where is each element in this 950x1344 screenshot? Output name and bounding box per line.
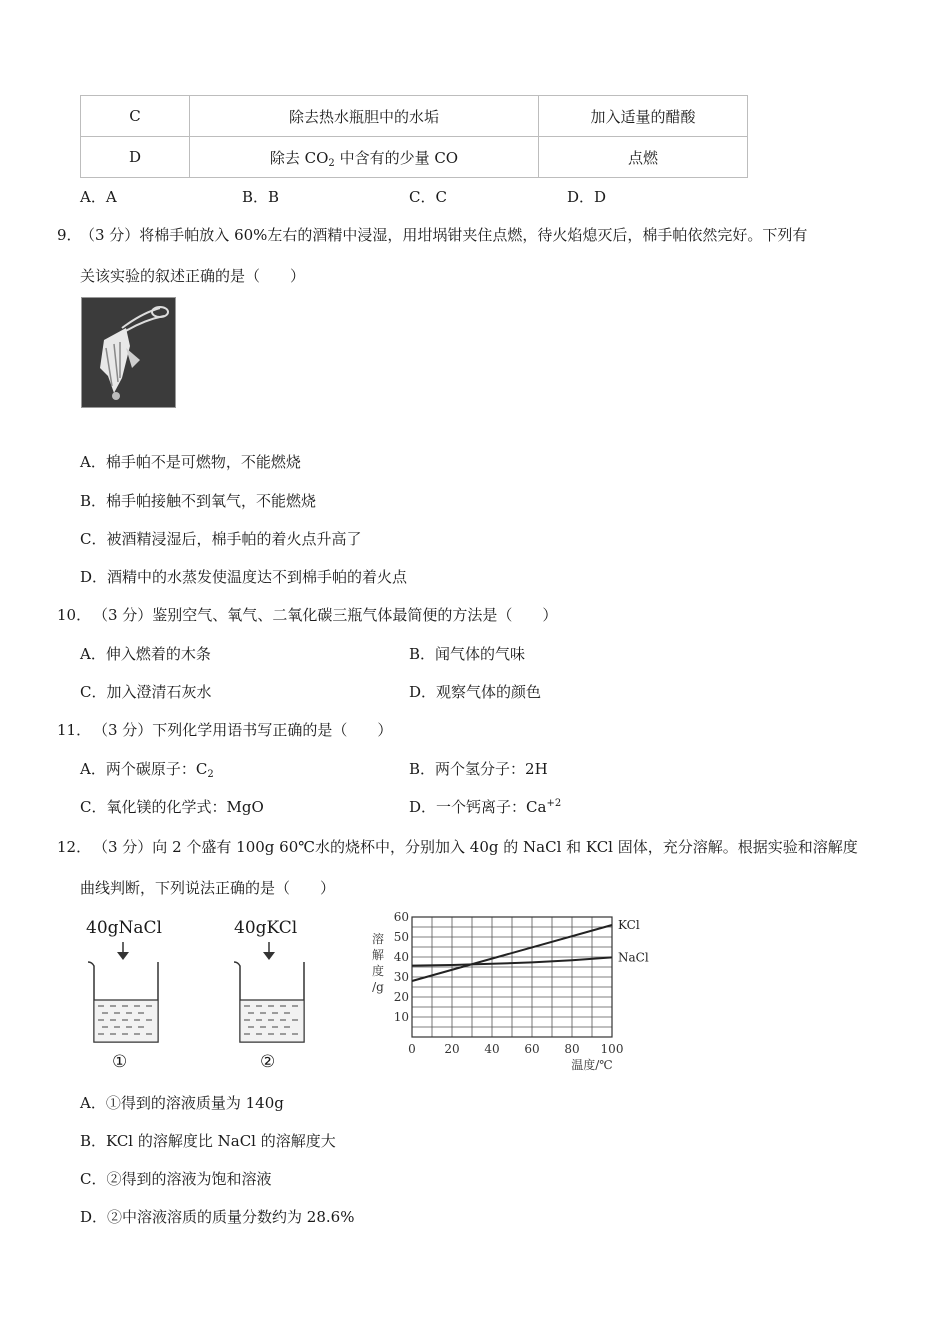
q9-option-d: D．酒精中的水蒸发使温度达不到棉手帕的着火点 <box>80 568 408 586</box>
tongs-handkerchief-illustration <box>82 298 175 407</box>
y-tick-label: 20 <box>393 990 409 1004</box>
q10-option-a: A．伸入燃着的木条 <box>80 645 211 663</box>
table-cell-purpose: 除去热水瓶胆中的水垢 <box>190 96 539 137</box>
beaker1-number: ① <box>112 1052 128 1072</box>
table-row <box>81 137 748 178</box>
q11-option-c: C．氧化镁的化学式：MgO <box>80 798 264 816</box>
q11-option-a <box>80 758 214 779</box>
q10-number: 10． <box>57 606 92 624</box>
y-axis-label-char: 度 <box>371 964 385 978</box>
y-tick-label: 40 <box>393 950 409 964</box>
q11-number: 11． <box>57 721 92 739</box>
beaker1-label: 40gNaCl <box>86 918 162 938</box>
q10-option-b: B．闻气体的气味 <box>409 645 526 663</box>
q9-stem-line2: 关该实验的叙述正确的是（ ） <box>80 267 306 285</box>
superscript: +2 <box>546 798 562 809</box>
y-axis-label-char: 解 <box>371 948 385 962</box>
y-tick-label: 10 <box>393 1010 409 1024</box>
x-tick-label: 80 <box>564 1042 580 1056</box>
table-cell-purpose <box>190 137 539 178</box>
q9-option-c: C．被酒精浸湿后，棉手帕的着火点升高了 <box>80 530 362 548</box>
q12-option-c: C．②得到的溶液为饱和溶液 <box>80 1170 272 1188</box>
q9-option-b: B．棉手帕接触不到氧气，不能燃烧 <box>80 492 317 510</box>
q8-option-a: A．A <box>80 188 117 206</box>
subscript: 2 <box>207 769 214 780</box>
q11-option-b: B．两个氢分子：2H <box>409 760 548 778</box>
q12-option-b: B．KCl 的溶解度比 NaCl 的溶解度大 <box>80 1132 336 1150</box>
q12-option-a: A．①得到的溶液质量为 140g <box>80 1094 284 1112</box>
table-cell-option: D <box>81 137 190 178</box>
beaker2-label: 40gKCl <box>234 918 298 938</box>
q12-option-d: D．②中溶液溶质的质量分数约为 28.6% <box>80 1208 355 1226</box>
y-tick-label: 30 <box>393 970 409 984</box>
q8-option-c: C．C <box>409 188 447 206</box>
q10-option-d: D．观察气体的颜色 <box>409 683 542 701</box>
q11-stem: （3 分）下列化学用语书写正确的是（ ） <box>93 721 393 739</box>
y-tick-label: 50 <box>393 930 409 944</box>
q10-stem: （3 分）鉴别空气、氧气、二氧化碳三瓶气体最简便的方法是（ ） <box>93 606 558 624</box>
handkerchief-photo <box>81 297 176 408</box>
purpose-text: 除去 CO <box>269 148 329 167</box>
series-label-nacl: NaCl <box>618 950 649 965</box>
table-row <box>81 96 748 137</box>
table-cell-method: 加入适量的醋酸 <box>539 96 748 137</box>
beaker1-illustration <box>86 942 166 1046</box>
options-table <box>80 95 748 178</box>
q12-number: 12． <box>57 838 92 856</box>
table-cell-method: 点燃 <box>539 137 748 178</box>
series-label-kcl: KCl <box>618 918 640 932</box>
y-axis-label-char: 溶 <box>371 932 385 946</box>
x-axis-label: 温度/℃ <box>571 1058 613 1072</box>
q8-option-b: B．B <box>242 188 280 206</box>
q9-option-a: A．棉手帕不是可燃物，不能燃烧 <box>80 453 301 471</box>
y-axis-label-char: /g <box>372 980 384 994</box>
purpose-text: 中含有的少量 CO <box>334 148 459 167</box>
x-tick-label: 100 <box>600 1042 624 1056</box>
x-tick-label: 20 <box>444 1042 460 1056</box>
x-tick-label: 0 <box>408 1042 416 1056</box>
q8-option-d: D．D <box>567 188 607 206</box>
beaker2-number: ② <box>260 1052 276 1072</box>
beaker2-illustration <box>232 942 312 1046</box>
option-text: A．两个碳原子：C <box>80 760 208 778</box>
option-text: D．一个钙离子：Ca <box>409 798 547 816</box>
q12-stem-line1: （3 分）向 2 个盛有 100g 60℃水的烧杯中，分别加入 40g 的 NaCl 和 KCl 固体，充分溶解。根据实验和溶解度 <box>93 838 858 856</box>
q10-option-c: C．加入澄清石灰水 <box>80 683 212 701</box>
table-cell-option: C <box>81 96 190 137</box>
subscript: 2 <box>328 157 335 169</box>
solubility-chart <box>360 905 660 1075</box>
x-tick-label: 40 <box>484 1042 500 1056</box>
q12-stem-line2: 曲线判断，下列说法正确的是（ ） <box>80 879 336 897</box>
x-tick-label: 60 <box>524 1042 540 1056</box>
y-tick-label: 60 <box>393 910 409 924</box>
q11-option-d <box>409 796 561 817</box>
q9-stem-line1: （3 分）将棉手帕放入 60%左右的酒精中浸湿，用坩埚钳夹住点燃，待火焰熄灭后，棉手帕依然完好。下列有 <box>80 226 808 244</box>
q9-number: 9． <box>57 226 82 244</box>
